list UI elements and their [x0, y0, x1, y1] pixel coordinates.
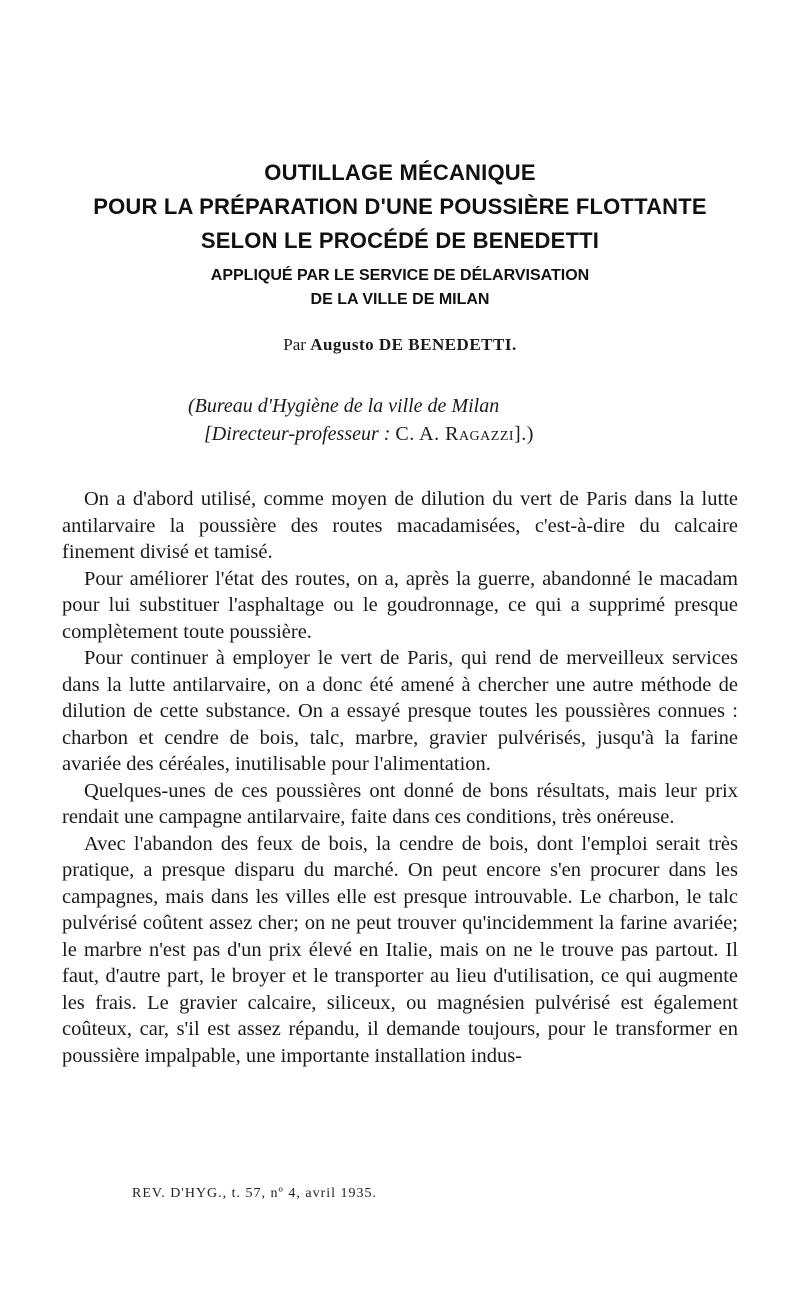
journal-citation-footer: REV. D'HYG., t. 57, nº 4, avril 1935.: [132, 1186, 378, 1201]
article-body: [62, 486, 738, 1069]
paragraph: Quelques-unes de ces poussières ont donné de bons résultats, mais leur prix rendait une campagne antilarvaire, faite dans ces conditions, très onéreuse.: [62, 779, 738, 828]
title-line-1: OUTILLAGE MÉCANIQUE: [264, 160, 536, 185]
paragraph: Avec l'abandon des feux de bois, la cendre de bois, dont l'emploi serait très pratique, a presque disparu du marché. On peut encore s'en procurer dans les campagnes, mais dans les villes elle est presque introuvable. Le charbon, le talc pulvérisé coûtent assez cher; on ne peut trouver qu'incidemment la farine avariée; le marbre n'est pas d'un prix élevé en Italie, mais on ne le trouve pas partout. Il faut, d'autre part, le broyer et le transporter au lieu d'utilisation, ce qui augmente les frais. Le gravier calcaire, siliceux, ou magnésien pulvérisé est également coûteux, car, s'il est assez répandu, il demande toujours, pour le transformer en poussière impalpable, une importante installation indus-: [62, 832, 738, 1067]
affiliation-line-1: (Bureau d'Hygiène de la ville de Milan: [188, 395, 500, 417]
byline: [0, 333, 800, 357]
article-title: [0, 156, 800, 258]
author-name: Augusto DE BENEDETTI.: [310, 335, 517, 354]
affiliation-name: C. A. Ragazzi].): [395, 423, 534, 445]
paragraph: Pour continuer à employer le vert de Paris, qui rend de merveilleux services dans la lutte antilarvaire, on a donc été amené à chercher une autre méthode de dilution de cette substance. On a essayé presque toutes les poussières connues : charbon et cendre de bois, talc, marbre, gravier pulvérisés, jusqu'à la farine avariée des céréales, inutilisable pour l'alimentation.: [62, 647, 738, 775]
byline-prefix: Par: [283, 335, 306, 354]
paragraph: Pour améliorer l'état des routes, on a, après la guerre, abandonné le macadam pour lui substituer l'asphaltage ou le goudronnage, ce qui a supprimé presque complètement toute poussière.: [62, 567, 738, 643]
article-subtitle: [0, 264, 800, 312]
paragraph: On a d'abord utilisé, comme moyen de dilution du vert de Paris dans la lutte antilarvaire la poussière des routes macadamisées, c'est-à-dire du calcaire finement divisé et tamisé.: [62, 488, 738, 563]
subtitle-line-2: DE LA VILLE DE MILAN: [310, 291, 490, 308]
affiliation-role: [Directeur-professeur :: [204, 423, 396, 445]
title-line-3: SELON LE PROCÉDÉ DE BENEDETTI: [200, 228, 600, 253]
affiliation-line-2: [188, 420, 534, 448]
header-block: [0, 156, 800, 357]
title-line-2: POUR LA PRÉPARATION D'UNE POUSSIÈRE FLOTTANTE: [93, 194, 707, 219]
subtitle-line-1: APPLIQUÉ PAR LE SERVICE DE DÉLARVISATION: [210, 267, 590, 284]
affiliation: [188, 392, 534, 448]
